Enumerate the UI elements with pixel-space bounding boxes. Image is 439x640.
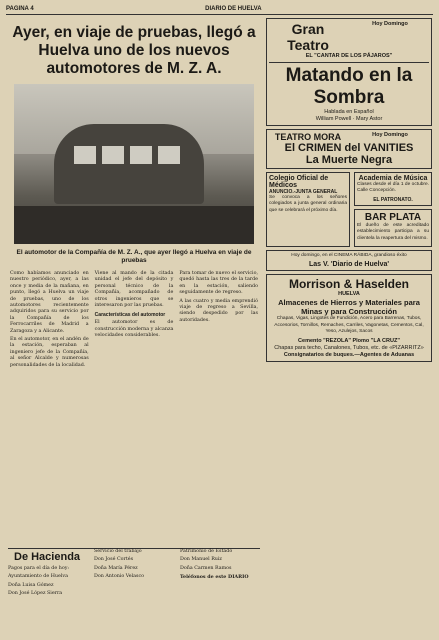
article-paragraph: A las cuatro y media emprendió viaje de regreso a Sevilla, siendo despedido por las autoridades. bbox=[179, 298, 259, 323]
musica-title: Academia de Música bbox=[358, 175, 428, 182]
hacienda-line: Doña Luisa Gómez bbox=[8, 582, 54, 588]
musica-text: Clases desde el día 1 de octubre. Calle Concepción. bbox=[357, 182, 429, 194]
hacienda-title: De Hacienda bbox=[14, 551, 81, 563]
theatre-line: EL "CANTAR DE LOS PÁJAROS" bbox=[305, 53, 393, 59]
medicos-notice bbox=[266, 172, 350, 247]
train-image bbox=[54, 124, 204, 204]
mora-feature-2: La Muerte Negra bbox=[305, 154, 393, 166]
hacienda-line: Don José López Sierra bbox=[8, 591, 63, 597]
morrison-products: Chapas, Vigas, Lingotes de Fundición, Acero para Barrenas, Tubos, Accesorios, Tornillos, Remaches, Carriles, Vagonetas, Cementos, Cal, Yeso, Azulejos, Sacos bbox=[274, 316, 424, 335]
morrison-cement: Cemento "REZOLA" Plomo "LA CRUZ" bbox=[298, 337, 400, 344]
page-header bbox=[6, 4, 433, 15]
hacienda-line: Doña Carmen Ramos bbox=[180, 565, 232, 571]
teatro-mora-ad bbox=[266, 129, 432, 169]
morrison-line: Almacenes de Hierros y Materiales para Minas y para Construcción bbox=[278, 298, 420, 317]
article-paragraph: Viene al mando de la citada unidad el jefe del depósito y personal técnico de la Compañía, acompañado de otros ingenieros que se interesaron por las pruebas. bbox=[94, 271, 174, 309]
bar-plata-ad bbox=[354, 209, 432, 247]
medicos-sub: ANUNCIO.-JUNTA GENERAL bbox=[269, 189, 338, 195]
morrison-city: HUELVA bbox=[338, 291, 360, 298]
morrison-tail: Chapas para techo, Canalones, Tubos, etc. de «PIZARRITZ» bbox=[274, 344, 424, 351]
hacienda-line: Don José Cortés bbox=[94, 557, 134, 563]
mora-feature: El CRIMEN del VANITIES bbox=[284, 142, 414, 154]
medicos-text: Se convoca a los señores colegiados a junta general ordinaria que se celebrará el próximo día. bbox=[269, 195, 347, 213]
article-paragraph: El automotor es de construcción moderna y alcanza velocidades considerables. bbox=[94, 320, 174, 339]
morrison-name: Morrison & Haselden bbox=[288, 277, 410, 292]
morrison-ad bbox=[266, 274, 432, 361]
hacienda-section bbox=[8, 548, 260, 600]
theatre-day: Hoy Domingo bbox=[372, 21, 408, 27]
musica-sign: EL PATRONATO. bbox=[373, 196, 413, 203]
theatre-feature: Matando en la Sombra bbox=[285, 65, 413, 108]
train-photo bbox=[14, 84, 254, 244]
hacienda-line: Don Manuel Ruiz bbox=[180, 557, 222, 563]
article-paragraph: En el automotor, en el andén de la estación, esperaban al ingeniero jefe de la Compañía, al señor Alcalde y numerosas personalidades de la localidad. bbox=[10, 337, 89, 368]
mora-day: Hoy Domingo bbox=[372, 132, 408, 138]
medicos-title: Colegio Oficial de Médicos bbox=[269, 175, 329, 189]
page-number: PAGINA 4 bbox=[6, 6, 34, 12]
mora-name: TEATRO MORA bbox=[274, 132, 342, 142]
gran-teatro-ad bbox=[266, 18, 432, 126]
theatre-cast: William Powell · Mary Astor bbox=[315, 116, 383, 122]
bar-title: BAR PLATA bbox=[364, 211, 422, 223]
theatre-sub: Hablada en Español bbox=[324, 109, 374, 115]
article-paragraph: Para tomar de nuevo el servicio, quedó hasta las tres de la tarde en la estación, saliendo seguidamente de regreso. bbox=[179, 271, 259, 296]
hacienda-line: Pagos para el día de hoy: bbox=[8, 566, 70, 571]
article-subheading: Características del automotor bbox=[94, 312, 166, 319]
cinema-notice bbox=[266, 250, 432, 271]
hacienda-line: Patrimonio de Estado bbox=[180, 549, 233, 554]
main-article bbox=[8, 18, 260, 371]
cinema-text: Hoy domingo, en el CINEMA RÁBIDA, grandioso éxito bbox=[291, 253, 407, 259]
musica-notice bbox=[354, 172, 432, 206]
article-columns bbox=[10, 271, 258, 371]
cinema-credit: Las V. 'Diario de Huelva' bbox=[308, 261, 390, 269]
morrison-tail-2: Consignatarios de buques.—Agentes de Aduanas bbox=[283, 351, 415, 358]
article-headline: Ayer, en viaje de pruebas, llegó a Huelva uno de los nuevos automotores de M. Z. A. bbox=[12, 24, 256, 77]
notices-row bbox=[266, 172, 432, 250]
phones-note: Teléfonos de este DIARIO bbox=[180, 574, 249, 581]
hacienda-line: Doña María Pérez bbox=[94, 565, 138, 571]
ads-column bbox=[266, 18, 432, 365]
hacienda-line: Ayuntamiento de Huelva bbox=[8, 574, 68, 580]
theatre-name: Gran Teatro bbox=[287, 21, 329, 53]
article-paragraph: Como habíamos anunciado en nuestro periódico, ayer, a las once y media de la mañana, en punto, llegó a Huelva un viaje de pruebas, uno de los automotores recientemente adquiridos para su servicio por la Compañía de los Ferrocarriles de Madrid a Zaragoza y a Alicante. bbox=[10, 271, 89, 334]
paper-name: DIARIO DE HUELVA bbox=[205, 6, 262, 12]
hacienda-line: Don Antonio Velasco bbox=[94, 574, 145, 580]
photo-caption: El automotor de la Compañía de M. Z. A., que ayer llegó a Huelva en viaje de pruebas bbox=[16, 249, 252, 264]
hacienda-line: Servicio del trabajo bbox=[94, 549, 142, 554]
bar-text: El dueño de este acreditado establecimiento participa a su clientela la reapertura del mismo. bbox=[357, 222, 429, 241]
